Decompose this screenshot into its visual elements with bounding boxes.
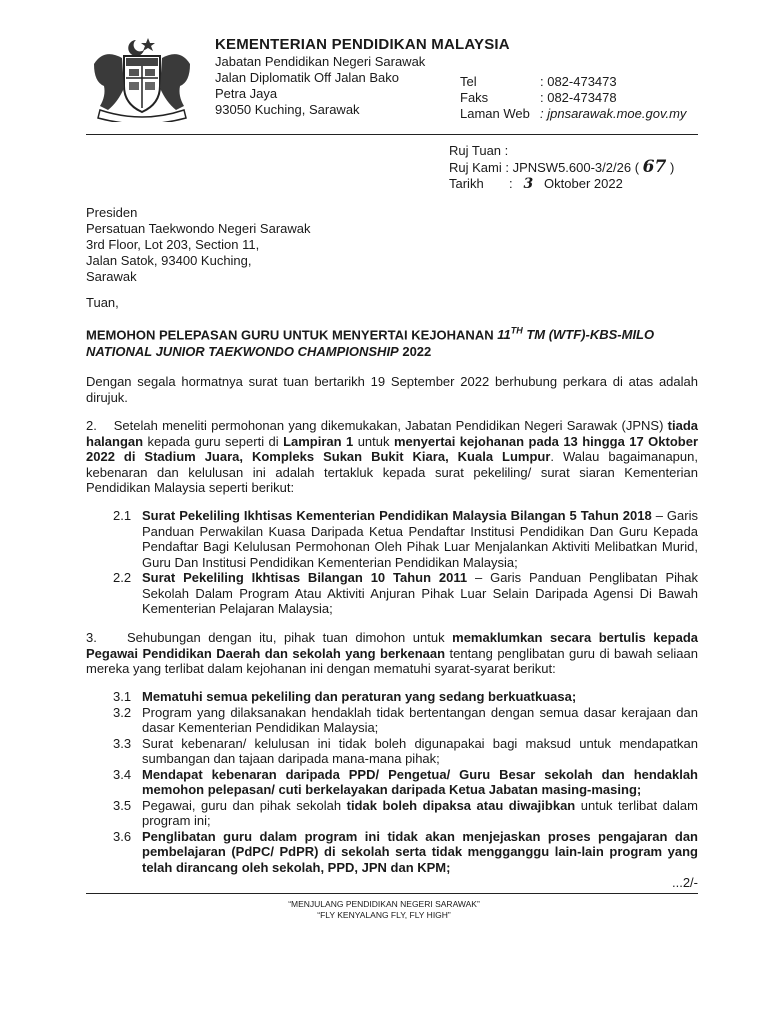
para2-text: 2. Setelah meneliti permohonan yang dikemukakan, Jabatan Pendidikan Negeri Sarawak (JPNS) <box>86 418 668 433</box>
recipient-address <box>86 205 311 285</box>
tel-value: : 082-473473 <box>540 74 617 89</box>
list-item-number: 3.6 <box>113 828 132 844</box>
list-item <box>86 829 698 876</box>
para2-bold: Lampiran 1 <box>283 433 354 449</box>
footer-motto <box>0 899 768 921</box>
list-item-rest: – Garis Panduan Penglibatan Pihak Sekolah Dalam Program Atau Aktiviti Anjuran Pihak Luar Selain Daripada Agensi Di Bawah Kementerian Pelajaran Malaysia; <box>142 570 698 616</box>
tel-label: Tel <box>460 74 477 89</box>
para3-text: 3. Sehubungan dengan itu, pihak tuan dimohon untuk <box>86 630 453 645</box>
footer-line: “FLY KENYALANG FLY, FLY HIGH” <box>317 910 451 920</box>
tarikh-month-year: Oktober 2022 <box>544 176 623 191</box>
reference-block <box>449 143 674 192</box>
list-item <box>86 767 698 798</box>
web-label: Laman Web <box>460 106 530 121</box>
list-item-number: 3.4 <box>113 766 132 782</box>
fax-row <box>460 90 686 106</box>
list-item-text <box>142 829 698 876</box>
tarikh-row <box>449 176 674 192</box>
recipient-line: Jalan Satok, 93400 Kuching, <box>86 253 252 268</box>
ruj-kami-close: ) <box>669 160 675 175</box>
recipient-line: Sarawak <box>86 269 137 284</box>
list-item-bold: Surat Pekeliling Ikhtisas Kementerian Pendidikan Malaysia Bilangan 5 Tahun 2018 <box>142 508 652 523</box>
para3-text: tentang penglibatan guru di bawah seliaan mereka yang terlibat dalam kejohanan ini dengan mematuhi syarat-syarat berikut: <box>86 645 698 676</box>
list-item <box>86 736 698 767</box>
subject-text: MEMOHON PELEPASAN GURU UNTUK MENYERTAI KEJOHANAN <box>86 327 498 343</box>
next-page-indicator: ...2/- <box>671 875 698 890</box>
list-item-text <box>142 736 698 767</box>
list-item-rest: – Garis Panduan Perwakilan Kuasa Daripada Ketua Pendaftar Institusi Pendidikan Dan Guru Kepada Pendaftar Bagi Kelulusan Permohonan Oleh Pihak Luar Menjalankan Aktiviti Melibatkan Murid, Guru Dan Institusi Pendidikan Kementerian Pendidikan Malaysia; <box>142 508 698 570</box>
para2-text: . Walau bagaimanapun, kebenaran dan kelulusan ini adalah tertakluk kepada surat pekeliling/ surat siaran Kementerian Pendidikan Malaysia seperti berikut: <box>86 449 698 495</box>
ministry-name: KEMENTERIAN PENDIDIKAN MALAYSIA <box>215 36 510 53</box>
footer-line: “MENJULANG PENDIDIKAN NEGERI SARAWAK” <box>288 899 480 909</box>
fax-label: Faks <box>460 90 489 105</box>
list-item <box>86 570 698 617</box>
list-item <box>86 798 698 829</box>
recipient-line: 3rd Floor, Lot 203, Section 11, <box>86 237 260 252</box>
list-item-number: 3.3 <box>113 735 132 751</box>
ruj-tuan: Ruj Tuan : <box>449 143 509 158</box>
para2-text: untuk <box>353 433 394 449</box>
web-row <box>460 106 686 122</box>
header-divider <box>86 134 698 135</box>
subject-year: 2022 <box>398 344 432 360</box>
tel-row <box>460 74 686 90</box>
ruj-kami-handwritten-number: 67 <box>642 157 667 177</box>
subject-superscript: TH <box>510 326 523 336</box>
list-item-bold: Penglibatan guru dalam program ini tidak akan menjejaskan proses pengajaran dan pembelajaran (PdPC/ PdPR) di sekolah serta tidak mengganggu lain-lain program yang telah dirancang oleh sekolah, PPD, JPN dan KPM; <box>142 828 698 875</box>
list-item-pre: Program yang dilaksanakan hendaklah tidak bertentangan dengan semua dasar kerajaan dan dasar Kementerian Pendidikan Malaysia; <box>142 704 698 735</box>
tarikh-label: Tarikh <box>449 176 484 191</box>
list-item-bold: tidak boleh dipaksa atau diwajibkan <box>346 797 576 813</box>
list-item-bold: Mematuhi semua pekeliling dan peraturan yang sedang berkuatkuasa; <box>142 689 577 704</box>
list-item <box>86 508 698 570</box>
list-item-number: 3.5 <box>113 797 132 813</box>
recipient-line: Presiden <box>86 205 138 220</box>
list-item-number: 3.1 <box>113 689 132 704</box>
footer-divider <box>86 893 698 894</box>
list-item-number: 3.2 <box>113 704 132 720</box>
tarikh-day: 3 <box>523 176 534 192</box>
letter-subject <box>86 323 698 360</box>
conditions-list <box>86 689 698 875</box>
list-item-number: 2.2 <box>113 570 132 585</box>
list-item <box>86 689 698 705</box>
recipient-line: Persatuan Taekwondo Negeri Sarawak <box>86 221 311 236</box>
list-item-text <box>142 705 698 736</box>
fax-value: : 082-473478 <box>540 90 617 105</box>
list-item-text <box>142 689 698 705</box>
list-item-pre: Pegawai, guru dan pihak sekolah <box>142 797 347 813</box>
list-item-text <box>142 767 698 798</box>
web-value: : jpnsarawak.moe.gov.my <box>540 106 687 121</box>
list-item-text <box>142 798 698 829</box>
para2-bold: menyertai kejohanan pada 13 hingga 17 Oktober 2022 di Stadium Juara, Kompleks Sukan Bukit Kiara, Kuala Lumpur <box>86 433 698 464</box>
para3-bold: memaklumkan secara bertulis kepada Pegawai Pendidikan Daerah dan sekolah yang berkenaan <box>86 630 699 661</box>
list-item-rest: untuk terlibat dalam program ini; <box>142 797 698 828</box>
list-item-bold: Mendapat kebenaran daripada PPD/ Pengetua/ Guru Besar sekolah dan hendaklah memohon pelepasan/ cuti berkelayakan daripada Ketua Jabatan masing-masing; <box>142 766 698 797</box>
list-item-pre: Surat kebenaran/ kelulusan ini tidak boleh digunapakai bagi maksud untuk mendapatkan sumbangan dan tajaan daripada mana-mana pihak; <box>142 735 698 766</box>
list-item-text <box>142 508 698 570</box>
paragraph-3 <box>86 630 698 677</box>
salutation: Tuan, <box>86 295 119 310</box>
paragraph-2 <box>86 418 698 496</box>
list-item-number: 2.1 <box>113 508 132 523</box>
malaysia-coat-of-arms-icon <box>86 34 198 122</box>
ruj-kami-row <box>449 159 674 176</box>
tarikh-colon: : <box>508 176 513 191</box>
address-line: Jabatan Pendidikan Negeri Sarawak <box>215 54 426 69</box>
para2-text: kepada guru seperti di <box>143 433 284 449</box>
para2-bold: tiada halangan <box>86 418 698 449</box>
address-line: Petra Jaya <box>215 86 278 101</box>
address-line: 93050 Kuching, Sarawak <box>215 102 360 117</box>
subject-edition: 11 <box>497 327 511 343</box>
ruj-kami: Ruj Kami : JPNSW5.600-3/2/26 ( <box>449 160 640 175</box>
office-address <box>215 54 425 118</box>
list-item <box>86 705 698 736</box>
list-item-bold: Surat Pekeliling Ikhtisas Bilangan 10 Tahun 2011 <box>142 570 468 585</box>
circular-list <box>86 508 698 617</box>
list-item-text <box>142 570 698 617</box>
address-line: Jalan Diplomatik Off Jalan Bako <box>215 70 400 85</box>
subject-event: TM (WTF)-KBS-MILO NATIONAL JUNIOR TAEKWONDO CHAMPIONSHIP <box>86 327 655 360</box>
contact-info <box>460 74 686 122</box>
paragraph-1: Dengan segala hormatnya surat tuan bertarikh 19 September 2022 berhubung perkara di atas adalah dirujuk. <box>86 374 698 405</box>
